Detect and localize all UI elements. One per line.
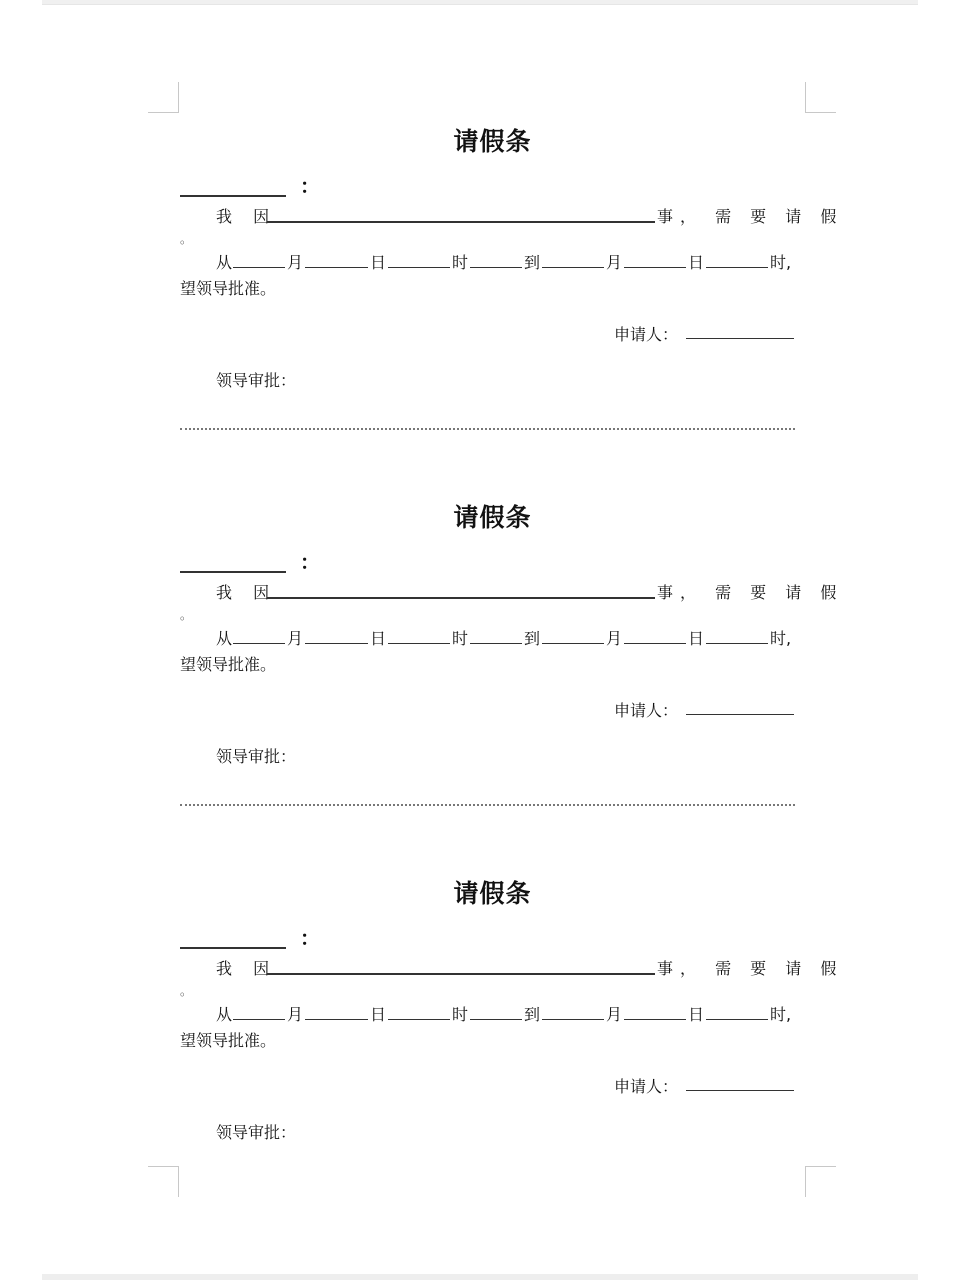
applicant-blank[interactable] xyxy=(686,338,794,339)
from-label: 从 xyxy=(216,629,233,648)
to-gap-blank[interactable] xyxy=(470,643,522,644)
approve-request: 望领导批准。 xyxy=(180,1031,277,1050)
applicant-blank[interactable] xyxy=(686,714,794,715)
crop-mark-top-left xyxy=(148,82,179,113)
applicant-label: 申请人： xyxy=(614,1077,679,1096)
to-month-blank[interactable] xyxy=(542,267,604,268)
to-month-blank[interactable] xyxy=(542,643,604,644)
reason-row xyxy=(180,956,844,982)
from-hour-blank[interactable] xyxy=(388,267,450,268)
date-row xyxy=(180,250,805,276)
crop-mark-top-right xyxy=(805,82,836,113)
month-label: 月 xyxy=(287,629,304,648)
from-month-blank[interactable] xyxy=(233,1019,285,1020)
reason-row xyxy=(180,204,844,230)
addressee-colon: ： xyxy=(300,926,320,950)
period-mark: 。 xyxy=(180,608,193,622)
reason-blank[interactable] xyxy=(267,973,655,975)
to-label: 到 xyxy=(524,1005,541,1024)
page-bottom-edge xyxy=(42,1274,918,1280)
to-month-blank[interactable] xyxy=(542,1019,604,1020)
month-label: 月 xyxy=(287,253,304,272)
applicant-label: 申请人： xyxy=(614,325,679,344)
reason-row xyxy=(180,580,844,606)
hour-label-2: 时, xyxy=(770,1005,792,1024)
addressee-colon: ： xyxy=(300,550,320,574)
reason-blank[interactable] xyxy=(267,221,655,223)
to-hour-blank[interactable] xyxy=(706,267,768,268)
hour-label-2: 时, xyxy=(770,253,792,272)
leave-form-1 xyxy=(180,122,844,462)
leader-approval-label: 领导审批： xyxy=(216,747,297,766)
hour-label: 时 xyxy=(452,253,469,272)
addressee-blank[interactable] xyxy=(180,947,286,949)
month-label: 月 xyxy=(287,1005,304,1024)
month-label-2: 月 xyxy=(606,629,623,648)
day-label-2: 日 xyxy=(688,1005,705,1024)
hour-label-2: 时, xyxy=(770,629,792,648)
reason-blank[interactable] xyxy=(267,597,655,599)
from-day-blank[interactable] xyxy=(305,1019,368,1020)
leave-form-3 xyxy=(180,874,844,1214)
from-label: 从 xyxy=(216,253,233,272)
day-label-2: 日 xyxy=(688,253,705,272)
reason-prefix: 我 因 xyxy=(216,959,278,978)
form-title: 请假条 xyxy=(453,879,532,908)
addressee-blank[interactable] xyxy=(180,195,286,197)
hour-label: 时 xyxy=(452,629,469,648)
leader-approval-label: 领导审批： xyxy=(216,1123,297,1142)
form-title: 请假条 xyxy=(453,127,532,156)
from-month-blank[interactable] xyxy=(233,267,285,268)
applicant-blank[interactable] xyxy=(686,1090,794,1091)
crop-mark-bottom-right xyxy=(805,1166,836,1197)
month-label-2: 月 xyxy=(606,253,623,272)
period-mark: 。 xyxy=(180,984,193,998)
cut-line xyxy=(180,428,795,430)
to-hour-blank[interactable] xyxy=(706,643,768,644)
to-hour-blank[interactable] xyxy=(706,1019,768,1020)
reason-suffix: 事， 需 要 请 假 xyxy=(657,207,844,226)
reason-suffix: 事， 需 要 请 假 xyxy=(657,959,844,978)
page-top-edge xyxy=(42,0,918,5)
approve-request: 望领导批准。 xyxy=(180,655,277,674)
addressee-colon: ： xyxy=(300,174,320,198)
day-label: 日 xyxy=(370,253,387,272)
to-gap-blank[interactable] xyxy=(470,1019,522,1020)
crop-mark-bottom-left xyxy=(148,1166,179,1197)
day-label-2: 日 xyxy=(688,629,705,648)
from-month-blank[interactable] xyxy=(233,643,285,644)
reason-suffix: 事， 需 要 请 假 xyxy=(657,583,844,602)
date-row xyxy=(180,626,805,652)
to-day-blank[interactable] xyxy=(624,643,686,644)
to-label: 到 xyxy=(524,253,541,272)
day-label: 日 xyxy=(370,1005,387,1024)
from-hour-blank[interactable] xyxy=(388,1019,450,1020)
hour-label: 时 xyxy=(452,1005,469,1024)
from-label: 从 xyxy=(216,1005,233,1024)
from-hour-blank[interactable] xyxy=(388,643,450,644)
month-label-2: 月 xyxy=(606,1005,623,1024)
to-day-blank[interactable] xyxy=(624,267,686,268)
form-title: 请假条 xyxy=(453,503,532,532)
date-row xyxy=(180,1002,805,1028)
leave-form-2 xyxy=(180,498,844,838)
leader-approval-label: 领导审批： xyxy=(216,371,297,390)
approve-request: 望领导批准。 xyxy=(180,279,277,298)
reason-prefix: 我 因 xyxy=(216,583,278,602)
reason-prefix: 我 因 xyxy=(216,207,278,226)
period-mark: 。 xyxy=(180,232,193,246)
to-gap-blank[interactable] xyxy=(470,267,522,268)
to-label: 到 xyxy=(524,629,541,648)
day-label: 日 xyxy=(370,629,387,648)
applicant-label: 申请人： xyxy=(614,701,679,720)
addressee-blank[interactable] xyxy=(180,571,286,573)
cut-line xyxy=(180,804,795,806)
from-day-blank[interactable] xyxy=(305,643,368,644)
from-day-blank[interactable] xyxy=(305,267,368,268)
to-day-blank[interactable] xyxy=(624,1019,686,1020)
